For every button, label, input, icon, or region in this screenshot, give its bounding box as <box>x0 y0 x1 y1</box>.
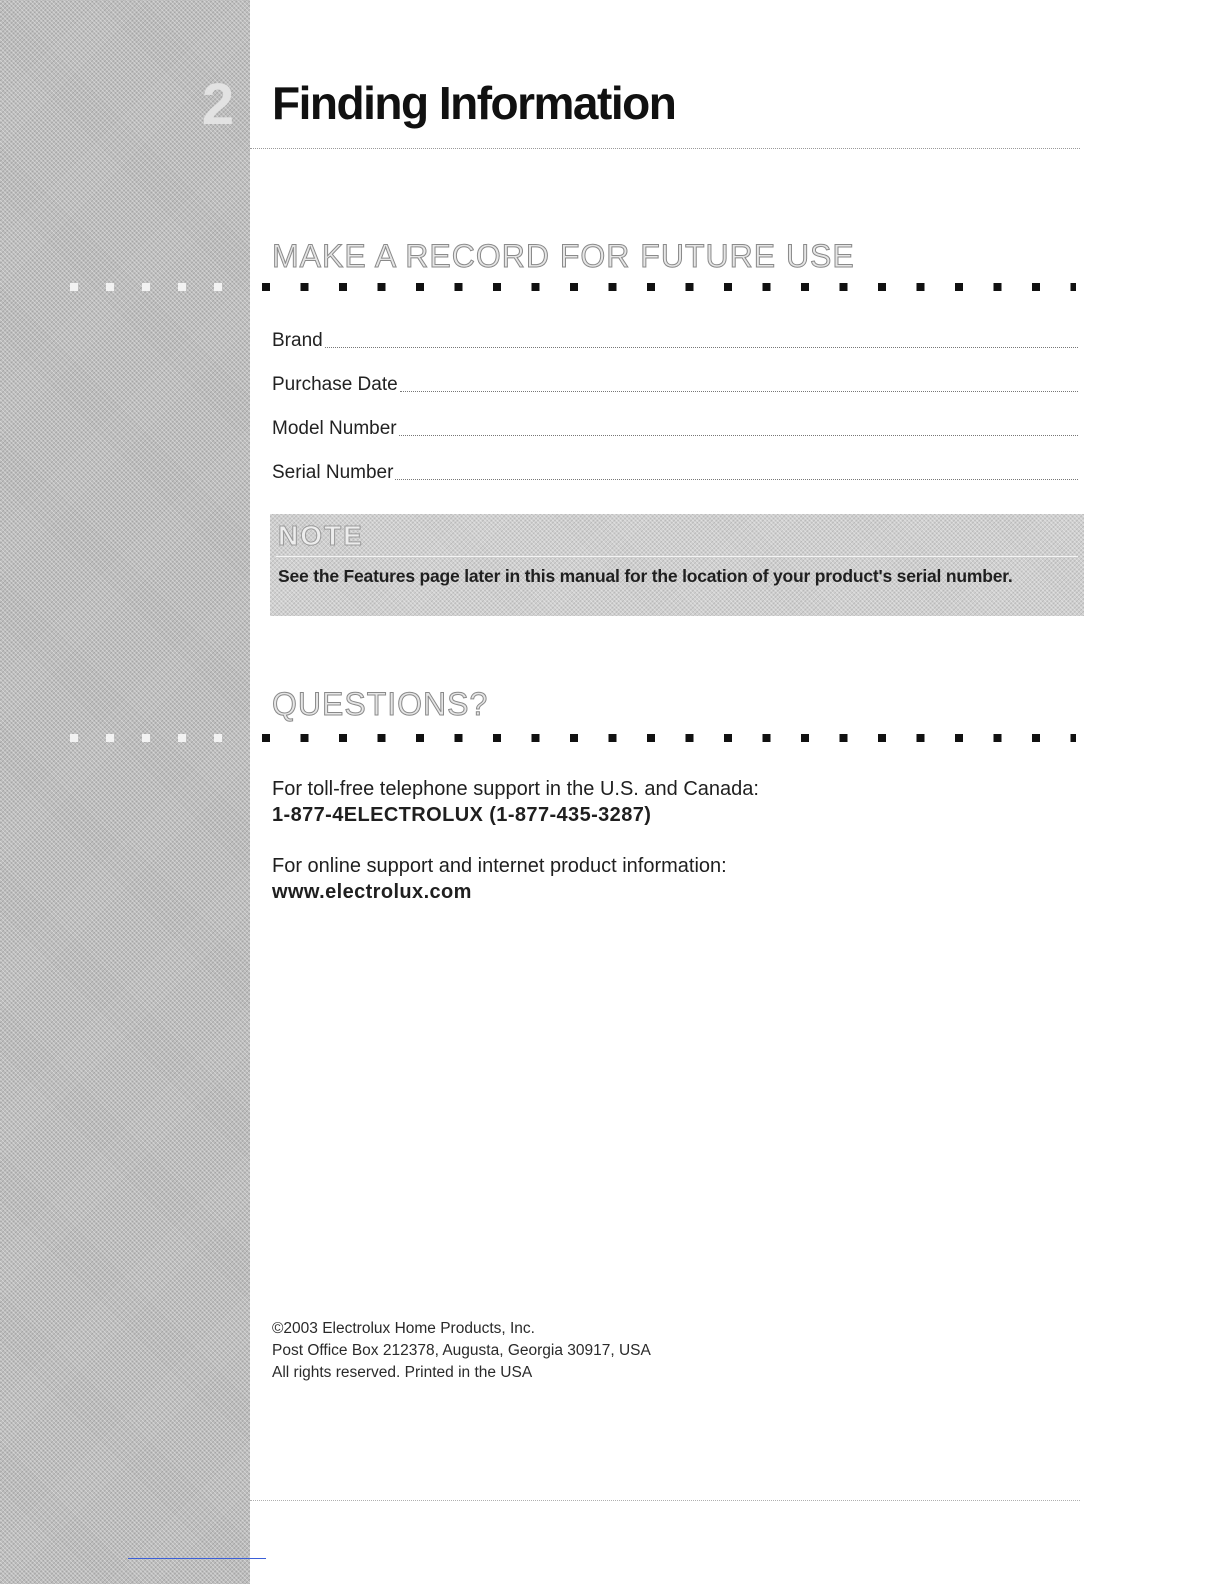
sidebar-square-divider <box>70 283 250 291</box>
serial-number-line <box>395 479 1078 480</box>
serial-number-label: Serial Number <box>272 462 394 483</box>
brand-label: Brand <box>272 330 323 351</box>
purchase-date-field[interactable] <box>272 370 1078 396</box>
sidebar-square-divider-2 <box>70 734 250 742</box>
purchase-date-label: Purchase Date <box>272 374 398 395</box>
sidebar-texture <box>0 0 250 1584</box>
website-link[interactable]: www.electrolux.com <box>272 881 472 903</box>
brand-line <box>325 347 1078 348</box>
page-title: Finding Information <box>272 77 676 129</box>
title-divider <box>250 148 1080 149</box>
record-square-divider <box>262 283 1076 291</box>
note-text: See the Features page later in this manual for the location of your product's serial number. <box>278 566 1013 586</box>
questions-section-heading: QUESTIONS? <box>272 686 489 722</box>
bottom-link-underline <box>128 1558 266 1559</box>
note-box <box>270 514 1084 616</box>
phone-intro: For toll-free telephone support in the U.S. and Canada: <box>272 778 759 800</box>
rights: All rights reserved. Printed in the USA <box>272 1364 533 1381</box>
page-number: 2 <box>201 72 235 137</box>
phone-number[interactable]: 1-877-4ELECTROLUX (1-877-435-3287) <box>272 804 652 826</box>
footer <box>272 1318 651 1384</box>
model-number-field[interactable] <box>272 414 1078 440</box>
note-divider <box>276 556 1078 557</box>
model-number-label: Model Number <box>272 418 397 439</box>
copyright: ©2003 Electrolux Home Products, Inc. <box>272 1320 535 1337</box>
brand-field[interactable] <box>272 326 1078 352</box>
note-title: NOTE <box>278 520 364 551</box>
online-intro: For online support and internet product information: <box>272 855 727 877</box>
questions-square-divider <box>262 734 1076 742</box>
address: Post Office Box 212378, Augusta, Georgia 30917, USA <box>272 1342 651 1359</box>
bottom-divider <box>250 1500 1080 1501</box>
model-number-line <box>399 435 1078 436</box>
purchase-date-line <box>400 391 1078 392</box>
online-support <box>272 853 727 905</box>
phone-support <box>272 776 759 828</box>
record-section-heading: MAKE A RECORD FOR FUTURE USE <box>272 238 855 274</box>
serial-number-field[interactable] <box>272 458 1078 484</box>
